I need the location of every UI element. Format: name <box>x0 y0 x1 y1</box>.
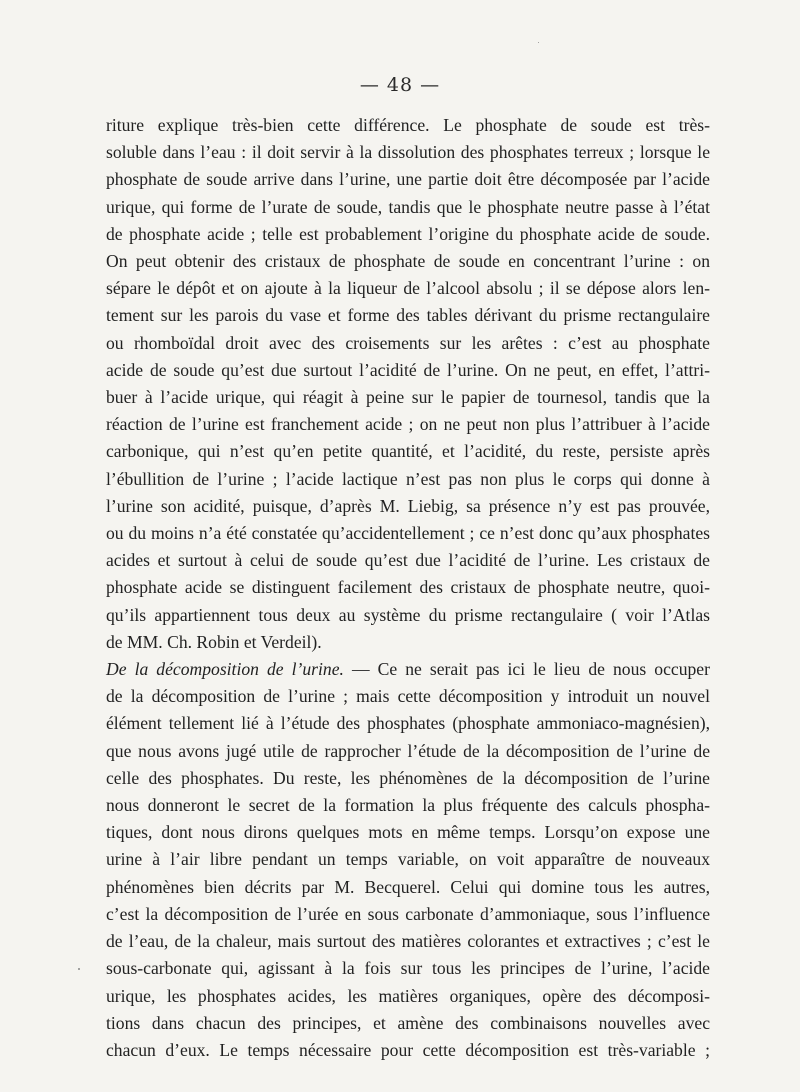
text-line: buer à l’acide urique, qui réagit à peine sur le papier de tournesol, tandis que la <box>106 387 710 408</box>
text-line: l’ébullition de l’urine ; l’acide lactique n’est pas non plus le corps qui donne à <box>106 468 710 489</box>
paper-speck <box>538 42 539 43</box>
text-line: c’est la décomposition de l’urée en sous carbonate d’ammoniaque, sous l’influence <box>106 903 710 924</box>
text-line: nous donneront le secret de la formation la plus fréquente des calculs phospha- <box>106 795 710 816</box>
text-line: urine à l’air libre pendant un temps variable, on voit apparaître de nouveaux <box>106 849 710 870</box>
text-line: ou rhomboïdal droit avec des croisements sur les arêtes : c’est au phosphate <box>106 332 710 353</box>
text-line: de l’eau, de la chaleur, mais surtout des matières colorantes et extractives ; c’est le <box>106 931 710 952</box>
text-line: urique, qui forme de l’urate de soude, tandis que le phosphate neutre passe à l’état <box>106 196 710 217</box>
section-title: De la décomposition de l’urine. <box>106 659 344 680</box>
section-first-line-rest: — Ce ne serait pas ici le lieu de nous occuper <box>343 659 710 680</box>
text-line: élément tellement lié à l’étude des phosphates (phosphate ammoniaco-magnésien), <box>106 713 710 734</box>
text-line: qu’ils appartiennent tous deux au système du prisme rectangulaire ( voir l’Atlas <box>106 604 710 625</box>
text-line: que nous avons jugé utile de rapprocher l’étude de la décomposition de l’urine de <box>106 740 710 761</box>
text-line: sépare le dépôt et on ajoute à la liqueur de l’alcool absolu ; il se dépose alors len- <box>106 278 710 299</box>
text-line: On peut obtenir des cristaux de phosphate de soude en concentrant l’urine : on <box>106 251 710 272</box>
text-line: réaction de l’urine est franchement acide ; on ne peut non plus l’attribuer à l’acide <box>106 414 710 435</box>
text-line: urique, les phosphates acides, les matières organiques, opère des décomposi- <box>106 985 710 1006</box>
text-line: carbonique, qui n’est qu’en petite quantité, et l’acidité, du reste, persiste après <box>106 441 710 462</box>
text-line: acide de soude qu’est due surtout l’acidité de l’urine. On ne peut, en effet, l’attri- <box>106 359 710 380</box>
text-line: tiques, dont nous dirons quelques mots en même temps. Lorsqu’on expose une <box>106 822 710 843</box>
text-line: soluble dans l’eau : il doit servir à la dissolution des phosphates terreux ; lorsque le <box>106 142 710 163</box>
text-line: phosphate acide se distinguent facilement des cristaux de phosphate neutre, quoi- <box>106 577 710 598</box>
text-line: tions dans chacun des principes, et amène des combinaisons nouvelles avec <box>106 1012 710 1033</box>
text-line: sous-carbonate qui, agissant à la fois sur tous les principes de l’urine, l’acide <box>106 958 710 979</box>
text-line: acides et surtout à celui de soude qu’est due l’acidité de l’urine. Les cristaux de <box>106 550 710 571</box>
paper-speck <box>78 968 80 970</box>
section-first-line <box>106 656 710 683</box>
text-line: de la décomposition de l’urine ; mais cette décomposition y introduit un nouvel <box>106 686 710 707</box>
text-line: celle des phosphates. Du reste, les phénomènes de la décomposition de l’urine <box>106 767 710 788</box>
page-number: — 48 — <box>359 74 441 96</box>
body-text <box>106 112 710 1064</box>
text-line: chacun d’eux. Le temps nécessaire pour cette décomposition est très-variable ; <box>106 1039 710 1060</box>
text-line: de phosphate acide ; telle est probablement l’origine du phosphate acide de soude. <box>106 223 710 244</box>
text-line: phosphate de soude arrive dans l’urine, une partie doit être décomposée par l’acide <box>106 169 710 190</box>
text-line: phénomènes bien décrits par M. Becquerel. Celui qui domine tous les autres, <box>106 876 710 897</box>
text-line: l’urine son acidité, puisque, d’après M. Liebig, sa présence n’y est pas prouvée, <box>106 495 710 516</box>
text-line: ou du moins n’a été constatée qu’accidentellement ; ce n’est donc qu’aux phosphates <box>106 523 710 544</box>
text-line: de MM. Ch. Robin et Verdeil). <box>106 631 322 652</box>
text-line: tement sur les parois du vase et forme des tables dérivant du prisme rectangulaire <box>106 305 710 326</box>
text-line: riture explique très-bien cette différence. Le phosphate de soude est très- <box>106 115 710 135</box>
